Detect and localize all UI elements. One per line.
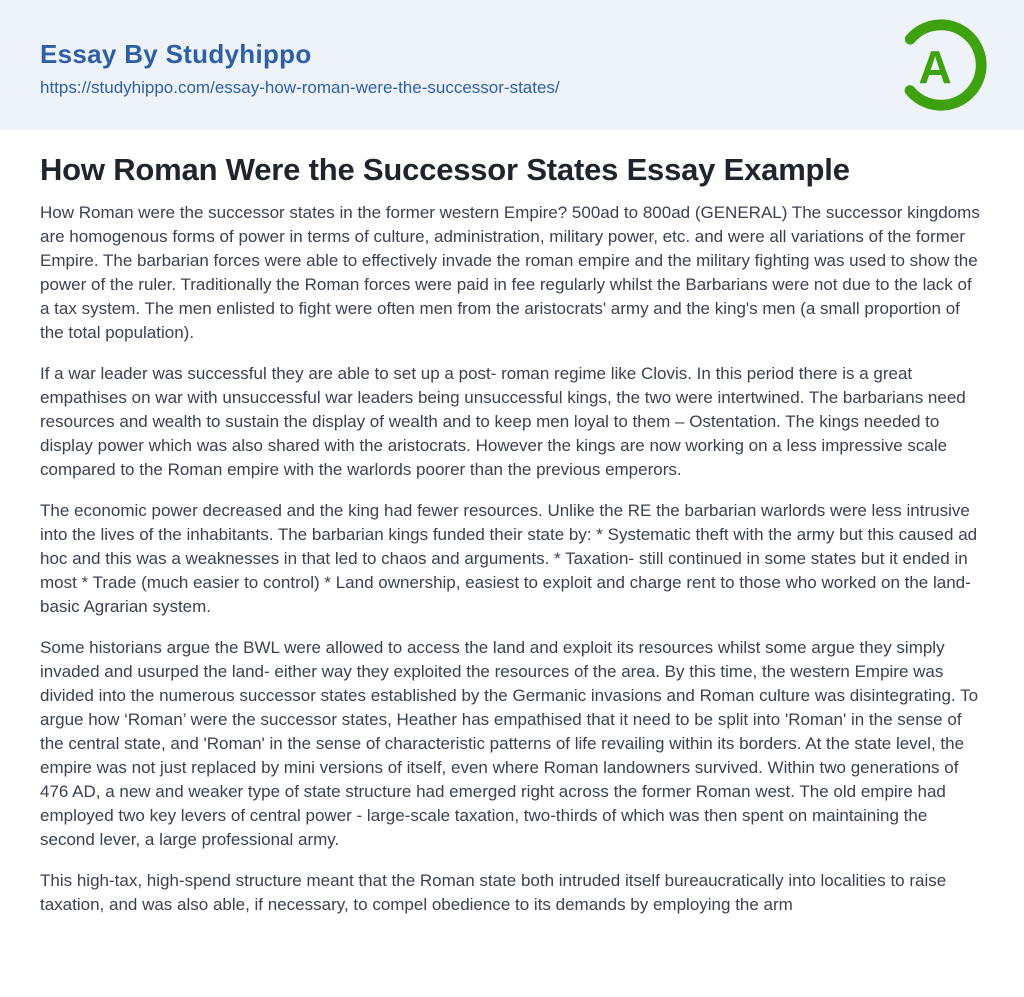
page-url-link[interactable]: https://studyhippo.com/essay-how-roman-were-the-successor-states/ [40, 77, 560, 97]
essay-content [0, 130, 1024, 947]
essay-paragraph-5: This high-tax, high-spend structure meant that the Roman state both intruded itself bureaucratically into localities to raise taxation, and was also able, if necessary, to compel obedience to its demands by employing the arm [40, 871, 947, 914]
page-header [0, 0, 1024, 130]
site-title: Essay By Studyhippo [40, 38, 312, 69]
studyhippo-logo-icon [892, 14, 990, 116]
logo-letter: A [918, 40, 952, 93]
essay-paragraph-3: The economic power decreased and the king had fewer resources. Unlike the RE the barbarian warlords were less intrusive into the lives of the inhabitants. The barbarian kings funded their state by: * Systematic theft with the army but this caused ad hoc and this was a weaknesses in that led to chaos and arguments. * Taxation- still continued in some states but it ended in most * Trade (much easier to control) * Land ownership, easiest to exploit and charge rent to those who worked on the land- basic Agrarian system. [40, 501, 978, 616]
header-text-block [40, 35, 560, 96]
essay-paragraph-2: If a war leader was successful they are able to set up a post- roman regime like Clovis. In this period there is a great empathises on war with unsuccessful war leaders being unsuccessful kings, the two were intertwined. The barbarians need resources and wealth to sustain the display of wealth and to keep men loyal to them – Ostentation. The kings needed to display power which was also shared with the aristocrats. However the kings are now working on a less impressive scale compared to the Roman empire with the warlords poorer than the previous emperors. [40, 364, 966, 479]
essay-title: How Roman Were the Successor States Essay Example [40, 152, 850, 187]
essay-paragraph-4: Some historians argue the BWL were allowed to access the land and exploit its resources whilst some argue they simply invaded and usurped the land- either way they exploited the resources of the area. By this time, the western Empire was divided into the numerous successor states established by the Germanic invasions and Roman culture was disintegrating. To argue how ‘Roman’ were the successor states, Heather has empathised that it need to be split into 'Roman' in the sense of the central state, and 'Roman' in the sense of characteristic patterns of life revailing within its borders. At the state level, the empire was not just replaced by mini versions of itself, even where Roman landowners survived. Within two generations of 476 AD, a new and weaker type of state structure had emerged right across the former Roman west. The old empire had employed two key levers of central power - large-scale taxation, two-thirds of which was then spent on maintaining the second lever, a large professional army. [40, 638, 979, 849]
essay-paragraph-1: How Roman were the successor states in the former western Empire? 500ad to 800ad (GENERAL) The successor kingdoms are homogenous forms of power in terms of culture, administration, military power, etc. and were all variations of the former Empire. The barbarian forces were able to effectively invade the roman empire and the military fighting was used to show the power of the ruler. Traditionally the Roman forces were paid in fee regularly whilst the Barbarians were not due to the lack of a tax system. The men enlisted to fight were often men from the aristocrats' army and the king's men (a small proportion of the total population). [40, 203, 980, 342]
